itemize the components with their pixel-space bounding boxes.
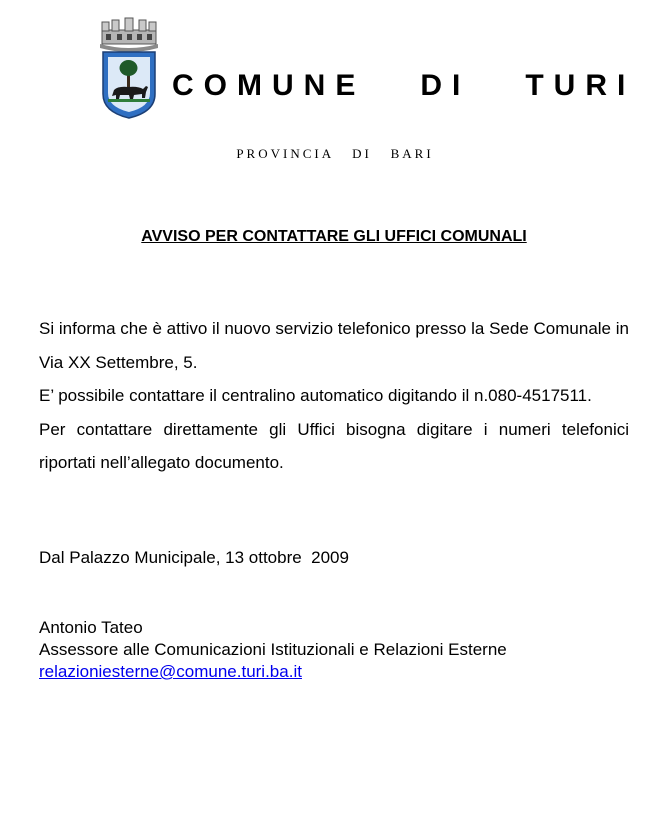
shield (103, 52, 155, 118)
notice-paragraph: E’ possibile contattare il centralino automatico digitando il n.080-4517511. (39, 386, 592, 405)
province-subtitle: PROVINCIA DI BARI (236, 146, 434, 161)
notice-paragraph: Per contattare direttamente gli Uffici bisogna digitare i numeri telefonici riportati nell’allegato documento. (39, 419, 629, 472)
municipality-title: COMUNE DI TURI (172, 69, 636, 102)
coat-of-arms-icon (98, 16, 160, 120)
signatory-role: Assessore alle Comunicazioni Istituzionali e Relazioni Esterne (39, 640, 507, 659)
signature-block (39, 617, 507, 683)
crown (100, 18, 158, 52)
place-date: Dal Palazzo Municipale, 13 ottobre 2009 (39, 548, 349, 567)
signatory-name: Antonio Tateo (39, 618, 143, 637)
notice-paragraph: Si informa che è attivo il nuovo servizio telefonico presso la Sede Comunale in Via XX Settembre, 5. (39, 319, 629, 372)
email-link[interactable]: relazioniesterne@comune.turi.ba.it (39, 662, 302, 681)
notice-body (39, 312, 629, 480)
notice-heading: AVVISO PER CONTATTARE GLI UFFICI COMUNALI (141, 228, 527, 245)
